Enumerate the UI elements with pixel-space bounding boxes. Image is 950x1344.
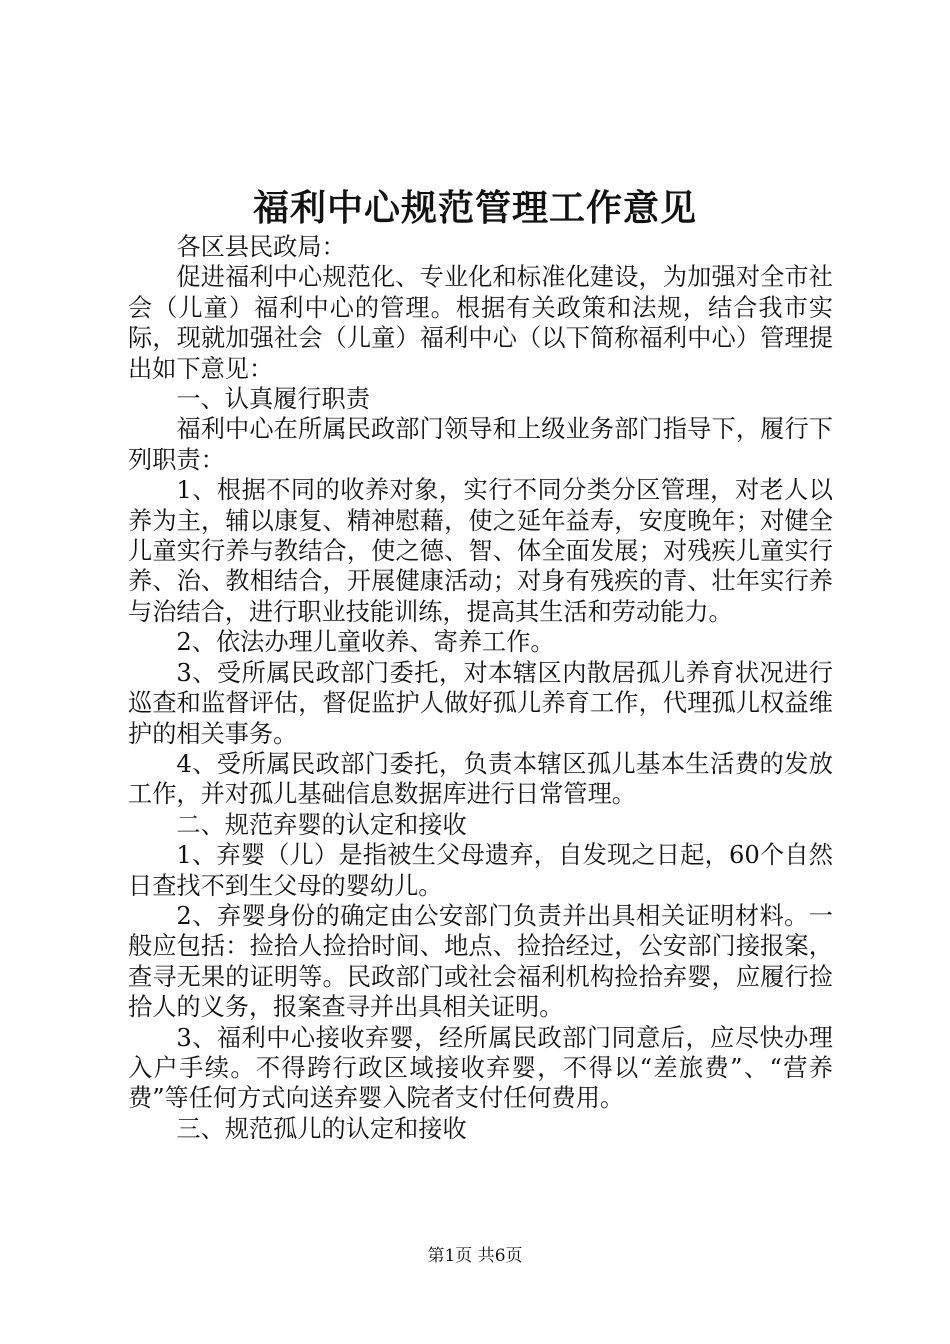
page-footer: 第1页 共6页 (427, 1246, 523, 1266)
intro-paragraph: 促进福利中心规范化、专业化和标准化建设，为加强对全市社会（儿童）福利中心的管理。根据有关政策和法规，结合我市实际，现就加强社会（儿童）福利中心（以下简称福利中心）管理提出如下意见： (128, 263, 833, 383)
section-heading-2: 二、规范弃婴的认定和接收 (176, 810, 467, 839)
section-1-item-1: 1、根据不同的收养对象，实行不同分类分区管理，对老人以养为主，辅以康复、精神慰藉，使之延年益寿，安度晚年；对健全儿童实行养与教结合，使之德、智、体全面发展；对残疾儿童实行养、治、教相结合，开展健康活动；对身有残疾的青、壮年实行养与治结合，进行职业技能训练，提高其生活和劳动能力。 (128, 476, 833, 626)
document-body (128, 232, 833, 1144)
section-2-item-3: 3、福利中心接收弃婴，经所属民政部门同意后，应尽快办理入户手续。不得跨行政区域接收弃婴，不得以“差旅费”、“营养费”等任何方式向送弃婴入院者支付任何费用。 (128, 1023, 833, 1113)
section-1-item-3: 3、受所属民政部门委托，对本辖区内散居孤儿养育状况进行巡查和监督评估，督促监护人做好孤儿养育工作，代理孤儿权益维护的相关事务。 (128, 658, 833, 748)
section-2-item-1: 1、弃婴（儿）是指被生父母遗弃，自发现之日起，60个自然日查找不到生父母的婴幼儿。 (128, 841, 833, 900)
section-1-item-2: 2、依法办理儿童收养、寄养工作。 (176, 628, 555, 657)
section-1-intro: 福利中心在所属民政部门领导和上级业务部门指导下，履行下列职责： (128, 415, 833, 474)
salutation: 各区县民政局： (176, 233, 346, 261)
section-heading-3: 三、规范孤儿的认定和接收 (176, 1114, 467, 1143)
section-heading-1: 一、认真履行职责 (176, 385, 370, 414)
section-2-item-2: 2、弃婴身份的确定由公安部门负责并出具相关证明材料。一般应包括：捡拾人捡拾时间、地点、捡拾经过，公安部门接报案，查寻无果的证明等。民政部门或社会福利机构捡拾弃婴，应履行捡拾人的义务，报案查寻并出具相关证明。 (128, 901, 833, 1022)
document-title: 福利中心规范管理工作意见 (252, 187, 697, 229)
section-1-item-4: 4、受所属民政部门委托，负责本辖区孤儿基本生活费的发放工作，并对孤儿基础信息数据库进行日常管理。 (128, 749, 833, 809)
